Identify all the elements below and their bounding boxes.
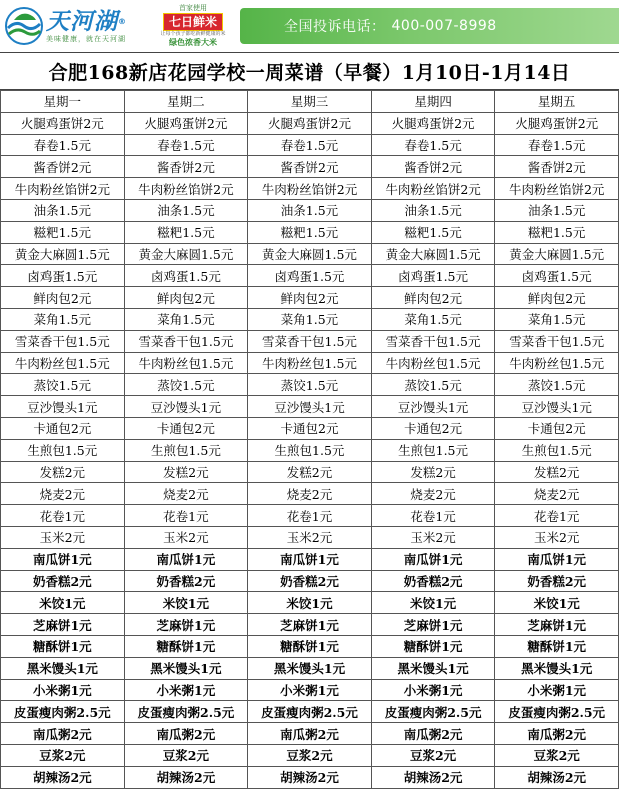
- menu-item-cell: 牛肉粉丝包1.5元: [248, 352, 372, 374]
- menu-row: [1, 635, 619, 657]
- menu-item-cell: 花卷1元: [124, 505, 248, 527]
- menu-item-cell: 糍粑1.5元: [495, 221, 619, 243]
- menu-item-cell: 卡通包2元: [371, 417, 495, 439]
- menu-item-cell: 糍粑1.5元: [371, 221, 495, 243]
- menu-item-cell: 蒸饺1.5元: [248, 374, 372, 396]
- menu-item-cell: 菜角1.5元: [248, 308, 372, 330]
- menu-item-cell: 菜角1.5元: [495, 308, 619, 330]
- menu-item-cell: 雪菜香干包1.5元: [495, 330, 619, 352]
- menu-row: [1, 134, 619, 156]
- menu-item-cell: 南瓜饼1元: [371, 548, 495, 570]
- menu-item-cell: 菜角1.5元: [1, 308, 125, 330]
- menu-item-cell: 火腿鸡蛋饼2元: [248, 112, 372, 134]
- menu-item-cell: 春卷1.5元: [124, 134, 248, 156]
- menu-item-cell: 雪菜香干包1.5元: [124, 330, 248, 352]
- menu-row: [1, 396, 619, 418]
- menu-item-cell: 发糕2元: [124, 461, 248, 483]
- menu-item-cell: 鲜肉包2元: [1, 287, 125, 309]
- menu-item-cell: 牛肉粉丝馅饼2元: [1, 178, 125, 200]
- menu-item-cell: 烧麦2元: [248, 483, 372, 505]
- menu-item-cell: 皮蛋瘦肉粥2.5元: [371, 701, 495, 723]
- menu-item-cell: 春卷1.5元: [495, 134, 619, 156]
- menu-item-cell: 皮蛋瘦肉粥2.5元: [495, 701, 619, 723]
- menu-item-cell: 米饺1元: [1, 592, 125, 614]
- menu-item-cell: 蒸饺1.5元: [1, 374, 125, 396]
- menu-item-cell: 油条1.5元: [495, 199, 619, 221]
- menu-item-cell: 糍粑1.5元: [248, 221, 372, 243]
- menu-row: [1, 461, 619, 483]
- hotline-number: 400-007-8998: [391, 18, 497, 34]
- menu-item-cell: 小米粥1元: [248, 679, 372, 701]
- menu-item-cell: 黄金大麻圆1.5元: [371, 243, 495, 265]
- menu-item-cell: 花卷1元: [1, 505, 125, 527]
- weekday-header: 星期二: [124, 91, 248, 113]
- menu-item-cell: 豆沙馒头1元: [1, 396, 125, 418]
- menu-item-cell: 春卷1.5元: [248, 134, 372, 156]
- menu-row: [1, 657, 619, 679]
- menu-row: [1, 614, 619, 636]
- menu-row: [1, 417, 619, 439]
- menu-item-cell: 南瓜饼1元: [495, 548, 619, 570]
- menu-row: [1, 308, 619, 330]
- menu-row: [1, 178, 619, 200]
- menu-item-cell: 黄金大麻圆1.5元: [1, 243, 125, 265]
- menu-item-cell: 南瓜饼1元: [248, 548, 372, 570]
- menu-item-cell: 南瓜饼1元: [1, 548, 125, 570]
- menu-item-cell: 芝麻饼1元: [248, 614, 372, 636]
- menu-item-cell: 米饺1元: [248, 592, 372, 614]
- menu-item-cell: 卤鸡蛋1.5元: [124, 265, 248, 287]
- menu-item-cell: 米饺1元: [371, 592, 495, 614]
- menu-item-cell: 小米粥1元: [495, 679, 619, 701]
- menu-item-cell: 奶香糕2元: [1, 570, 125, 592]
- menu-item-cell: 酱香饼2元: [1, 156, 125, 178]
- menu-row: [1, 243, 619, 265]
- menu-item-cell: 牛肉粉丝馅饼2元: [248, 178, 372, 200]
- menu-row: [1, 265, 619, 287]
- menu-item-cell: 小米粥1元: [124, 679, 248, 701]
- menu-item-cell: 玉米2元: [371, 526, 495, 548]
- menu-item-cell: 芝麻饼1元: [371, 614, 495, 636]
- menu-item-cell: 豆沙馒头1元: [495, 396, 619, 418]
- menu-item-cell: 胡辣汤2元: [495, 766, 619, 788]
- menu-item-cell: 卡通包2元: [248, 417, 372, 439]
- menu-item-cell: 鲜肉包2元: [124, 287, 248, 309]
- menu-item-cell: 南瓜粥2元: [371, 723, 495, 745]
- rice-badge: [150, 0, 236, 52]
- menu-item-cell: 玉米2元: [495, 526, 619, 548]
- rice-badge-green: 绿色浓香大米: [169, 38, 217, 47]
- rice-badge-note: 让每个孩子都吃新鲜健康的米: [160, 31, 226, 37]
- menu-item-cell: 蒸饺1.5元: [495, 374, 619, 396]
- menu-item-cell: 酱香饼2元: [495, 156, 619, 178]
- menu-item-cell: 黑米馒头1元: [248, 657, 372, 679]
- menu-item-cell: 南瓜饼1元: [124, 548, 248, 570]
- menu-item-cell: 蒸饺1.5元: [124, 374, 248, 396]
- menu-row: [1, 526, 619, 548]
- menu-item-cell: 芝麻饼1元: [124, 614, 248, 636]
- menu-row: [1, 287, 619, 309]
- menu-item-cell: 皮蛋瘦肉粥2.5元: [1, 701, 125, 723]
- menu-row: [1, 570, 619, 592]
- menu-item-cell: 生煎包1.5元: [248, 439, 372, 461]
- menu-item-cell: 火腿鸡蛋饼2元: [124, 112, 248, 134]
- menu-item-cell: 奶香糕2元: [124, 570, 248, 592]
- menu-item-cell: 卤鸡蛋1.5元: [371, 265, 495, 287]
- rice-badge-top: 首家使用: [179, 4, 207, 12]
- menu-item-cell: 芝麻饼1元: [495, 614, 619, 636]
- menu-item-cell: 豆沙馒头1元: [371, 396, 495, 418]
- menu-item-cell: 胡辣汤2元: [248, 766, 372, 788]
- weekday-header: 星期五: [495, 91, 619, 113]
- menu-item-cell: 鲜肉包2元: [495, 287, 619, 309]
- menu-item-cell: 豆沙馒头1元: [124, 396, 248, 418]
- menu-item-cell: 牛肉粉丝包1.5元: [124, 352, 248, 374]
- menu-item-cell: 烧麦2元: [1, 483, 125, 505]
- menu-item-cell: 糖酥饼1元: [124, 635, 248, 657]
- menu-item-cell: 米饺1元: [124, 592, 248, 614]
- menu-item-cell: 牛肉粉丝包1.5元: [495, 352, 619, 374]
- menu-item-cell: 卤鸡蛋1.5元: [495, 265, 619, 287]
- menu-item-cell: 牛肉粉丝馅饼2元: [495, 178, 619, 200]
- lake-logo-icon: [4, 6, 44, 46]
- menu-item-cell: 火腿鸡蛋饼2元: [1, 112, 125, 134]
- menu-item-cell: 黑米馒头1元: [124, 657, 248, 679]
- menu-row: [1, 112, 619, 134]
- menu-item-cell: 糖酥饼1元: [371, 635, 495, 657]
- weekday-header-row: [1, 91, 619, 113]
- menu-row: [1, 701, 619, 723]
- weekday-header: 星期三: [248, 91, 372, 113]
- menu-item-cell: 牛肉粉丝馅饼2元: [124, 178, 248, 200]
- menu-item-cell: 雪菜香干包1.5元: [248, 330, 372, 352]
- brand-slogan: 美味健康，就在天河湖: [46, 34, 126, 43]
- menu-item-cell: 南瓜粥2元: [248, 723, 372, 745]
- menu-row: [1, 592, 619, 614]
- menu-item-cell: 雪菜香干包1.5元: [1, 330, 125, 352]
- weekday-header: 星期四: [371, 91, 495, 113]
- menu-item-cell: 奶香糕2元: [495, 570, 619, 592]
- menu-item-cell: 小米粥1元: [1, 679, 125, 701]
- menu-item-cell: 奶香糕2元: [248, 570, 372, 592]
- weekly-menu-table: [0, 90, 619, 789]
- menu-item-cell: 胡辣汤2元: [1, 766, 125, 788]
- menu-item-cell: 烧麦2元: [124, 483, 248, 505]
- menu-item-cell: 糖酥饼1元: [248, 635, 372, 657]
- weekday-header: 星期一: [1, 91, 125, 113]
- menu-row: [1, 766, 619, 788]
- menu-item-cell: 牛肉粉丝包1.5元: [1, 352, 125, 374]
- menu-item-cell: 糖酥饼1元: [495, 635, 619, 657]
- menu-item-cell: 油条1.5元: [1, 199, 125, 221]
- menu-item-cell: 黑米馒头1元: [371, 657, 495, 679]
- menu-item-cell: 南瓜粥2元: [495, 723, 619, 745]
- menu-item-cell: 牛肉粉丝包1.5元: [371, 352, 495, 374]
- menu-item-cell: 火腿鸡蛋饼2元: [495, 112, 619, 134]
- menu-item-cell: 卤鸡蛋1.5元: [248, 265, 372, 287]
- menu-item-cell: 春卷1.5元: [1, 134, 125, 156]
- menu-item-cell: 烧麦2元: [495, 483, 619, 505]
- menu-item-cell: 生煎包1.5元: [371, 439, 495, 461]
- menu-item-cell: 春卷1.5元: [371, 134, 495, 156]
- menu-item-cell: 卡通包2元: [124, 417, 248, 439]
- menu-row: [1, 483, 619, 505]
- menu-item-cell: 发糕2元: [1, 461, 125, 483]
- menu-item-cell: 豆浆2元: [495, 744, 619, 766]
- menu-item-cell: 发糕2元: [371, 461, 495, 483]
- menu-title: 合肥168新店花园学校一周菜谱（早餐）1月10日-1月14日: [0, 52, 619, 90]
- menu-item-cell: 糍粑1.5元: [1, 221, 125, 243]
- menu-item-cell: 糍粑1.5元: [124, 221, 248, 243]
- menu-row: [1, 199, 619, 221]
- brand-logo: [0, 0, 150, 52]
- menu-item-cell: 发糕2元: [495, 461, 619, 483]
- menu-item-cell: 酱香饼2元: [371, 156, 495, 178]
- hotline-label: 全国投诉电话：: [284, 19, 386, 35]
- menu-item-cell: 火腿鸡蛋饼2元: [371, 112, 495, 134]
- menu-item-cell: 黑米馒头1元: [495, 657, 619, 679]
- menu-item-cell: 花卷1元: [248, 505, 372, 527]
- menu-item-cell: 奶香糕2元: [371, 570, 495, 592]
- menu-item-cell: 鲜肉包2元: [248, 287, 372, 309]
- menu-item-cell: 生煎包1.5元: [1, 439, 125, 461]
- menu-item-cell: 油条1.5元: [248, 199, 372, 221]
- menu-item-cell: 玉米2元: [1, 526, 125, 548]
- menu-item-cell: 黄金大麻圆1.5元: [495, 243, 619, 265]
- menu-item-cell: 南瓜粥2元: [1, 723, 125, 745]
- menu-item-cell: 胡辣汤2元: [371, 766, 495, 788]
- menu-item-cell: 鲜肉包2元: [371, 287, 495, 309]
- menu-item-cell: 黄金大麻圆1.5元: [248, 243, 372, 265]
- brand-name: 天河湖®: [46, 8, 127, 35]
- menu-item-cell: 牛肉粉丝馅饼2元: [371, 178, 495, 200]
- menu-item-cell: 黄金大麻圆1.5元: [124, 243, 248, 265]
- menu-row: [1, 352, 619, 374]
- menu-item-cell: 豆浆2元: [124, 744, 248, 766]
- menu-item-cell: 糖酥饼1元: [1, 635, 125, 657]
- menu-item-cell: 酱香饼2元: [248, 156, 372, 178]
- complaint-hotline: [240, 8, 619, 44]
- menu-item-cell: 小米粥1元: [371, 679, 495, 701]
- menu-row: [1, 221, 619, 243]
- menu-item-cell: 生煎包1.5元: [124, 439, 248, 461]
- menu-item-cell: 玉米2元: [124, 526, 248, 548]
- menu-item-cell: 豆浆2元: [371, 744, 495, 766]
- menu-item-cell: 油条1.5元: [371, 199, 495, 221]
- menu-item-cell: 卡通包2元: [495, 417, 619, 439]
- menu-row: [1, 505, 619, 527]
- menu-item-cell: 蒸饺1.5元: [371, 374, 495, 396]
- menu-item-cell: 胡辣汤2元: [124, 766, 248, 788]
- menu-row: [1, 374, 619, 396]
- menu-item-cell: 酱香饼2元: [124, 156, 248, 178]
- menu-item-cell: 生煎包1.5元: [495, 439, 619, 461]
- menu-row: [1, 723, 619, 745]
- menu-item-cell: 菜角1.5元: [371, 308, 495, 330]
- menu-item-cell: 黑米馒头1元: [1, 657, 125, 679]
- menu-item-cell: 皮蛋瘦肉粥2.5元: [248, 701, 372, 723]
- menu-item-cell: 油条1.5元: [124, 199, 248, 221]
- menu-item-cell: 卡通包2元: [1, 417, 125, 439]
- menu-item-cell: 花卷1元: [495, 505, 619, 527]
- menu-body: [1, 112, 619, 788]
- menu-row: [1, 548, 619, 570]
- rice-badge-main: 七日鲜米: [163, 13, 223, 31]
- menu-item-cell: 芝麻饼1元: [1, 614, 125, 636]
- menu-item-cell: 豆浆2元: [1, 744, 125, 766]
- menu-item-cell: 卤鸡蛋1.5元: [1, 265, 125, 287]
- menu-item-cell: 玉米2元: [248, 526, 372, 548]
- header-banner: [0, 0, 619, 52]
- menu-row: [1, 330, 619, 352]
- menu-item-cell: 米饺1元: [495, 592, 619, 614]
- menu-item-cell: 发糕2元: [248, 461, 372, 483]
- menu-item-cell: 南瓜粥2元: [124, 723, 248, 745]
- menu-item-cell: 豆浆2元: [248, 744, 372, 766]
- menu-item-cell: 烧麦2元: [371, 483, 495, 505]
- menu-row: [1, 744, 619, 766]
- menu-row: [1, 439, 619, 461]
- menu-item-cell: 皮蛋瘦肉粥2.5元: [124, 701, 248, 723]
- menu-row: [1, 156, 619, 178]
- menu-row: [1, 679, 619, 701]
- menu-item-cell: 菜角1.5元: [124, 308, 248, 330]
- menu-item-cell: 花卷1元: [371, 505, 495, 527]
- menu-item-cell: 豆沙馒头1元: [248, 396, 372, 418]
- menu-item-cell: 雪菜香干包1.5元: [371, 330, 495, 352]
